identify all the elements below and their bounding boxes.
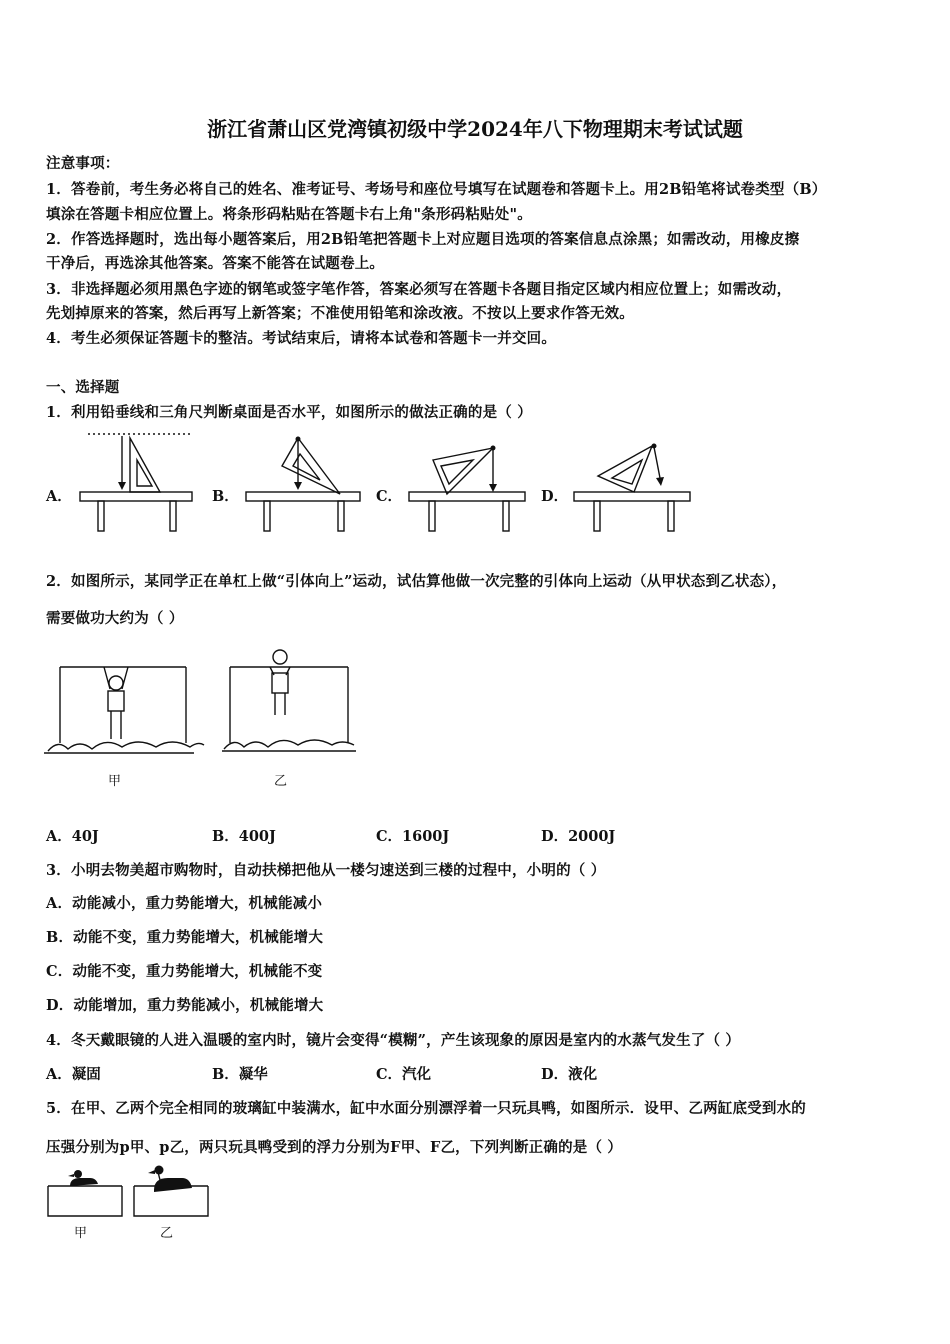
q1-figure-d [572,430,694,535]
notice-line: 4．考生必须保证答题卡的整洁。考试结束后，请将本试卷和答题卡一并交回。 [46,330,557,347]
q5-stem-line2: 压强分别为p甲、p乙，两只玩具鸭受到的浮力分别为F甲、F乙，下列判断正确的是（ ） [46,1139,623,1156]
q1-label-d: D． [541,488,569,505]
notice-line: 干净后，再选涂其他答案。答案不能答在试题卷上。 [46,255,385,272]
q3-option-b: B．动能不变，重力势能增大，机械能增大 [46,929,324,946]
q1-label-c: C． [376,488,403,505]
q2-option-a: A．40J [46,828,99,845]
notice-line: 填涂在答题卡相应位置上。将条形码粘贴在答题卡右上角"条形码粘贴处"。 [46,206,532,223]
q5-fig-label-jia: 甲 [74,1226,88,1241]
page-title: 浙江省萧山区党湾镇初级中学2024年八下物理期末考试试题 [207,117,743,141]
q4-option-c: C．汽化 [376,1066,432,1083]
q5-stem-line1: 5．在甲、乙两个完全相同的玻璃缸中装满水，缸中水面分别漂浮着一只玩具鸭，如图所示．设甲、乙两缸底受到水的 [46,1100,806,1117]
q3-option-d: D．动能增加，重力势能减小，机械能增大 [46,997,324,1014]
q1-label-b: B． [212,488,239,505]
q3-option-a: A．动能减小，重力势能增大，机械能减小 [46,895,323,912]
q3-stem: 3．小明去物美超市购物时，自动扶梯把他从一楼匀速送到三楼的过程中，小明的（ ） [46,862,606,879]
q1-label-a: A． [46,488,72,505]
notice-line: 3．非选择题必须用黑色字迹的钢笔或签字笔作答，答案必须写在答题卡各题目指定区域内相应位置上；如需改动， [46,281,792,298]
q4-option-d: D．液化 [541,1066,598,1083]
q5-duck-figure [46,1164,216,1220]
q4-option-a: A．凝固 [46,1066,101,1083]
q2-fig-label-jia: 甲 [108,774,122,789]
q2-option-b: B．400J [212,828,276,845]
q1-figure-a [78,430,196,535]
q3-option-c: C．动能不变，重力势能增大，机械能不变 [46,963,323,980]
q2-option-c: C．1600J [376,828,450,845]
q2-pullup-figure [44,645,364,790]
q2-option-d: D．2000J [541,828,616,845]
q2-stem-line2: 需要做功大约为（ ） [46,610,184,627]
q2-fig-label-yi: 乙 [274,774,288,789]
notice-line: 1．答卷前，考生务必将自己的姓名、准考证号、考场号和座位号填写在试题卷和答题卡上。用2B铅笔将试卷类型（B） [46,181,827,198]
notice-heading: 注意事项： [46,155,120,172]
q4-option-b: B．凝华 [212,1066,268,1083]
q1-stem: 1．利用铅垂线和三角尺判断桌面是否水平，如图所示的做法正确的是（ ） [46,404,532,421]
q1-figure-b [244,430,362,535]
q4-stem: 4．冬天戴眼镜的人进入温暖的室内时，镜片会变得“模糊”，产生该现象的原因是室内的水蒸气发生了（ ） [46,1032,741,1049]
notice-line: 先划掉原来的答案，然后再写上新答案；不准使用铅笔和涂改液。不按以上要求作答无效。 [46,305,634,322]
q1-figure-c [407,430,529,535]
notice-line: 2．作答选择题时，选出每小题答案后，用2B铅笔把答题卡上对应题目选项的答案信息点涂黑；如需改动，用橡皮擦 [46,231,800,248]
section-heading: 一、选择题 [46,379,120,396]
q5-fig-label-yi: 乙 [160,1226,174,1241]
q2-stem-line1: 2．如图所示，某同学正在单杠上做“引体向上”运动，试估算他做一次完整的引体向上运动（从甲状态到乙状态）， [46,573,787,590]
